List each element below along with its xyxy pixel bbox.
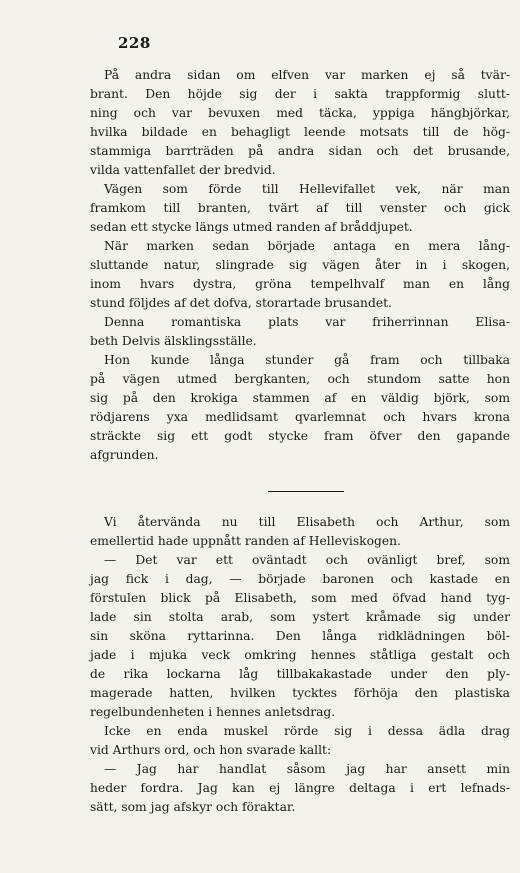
text-line: rödjarens yxa medlidsamt qvarlemnat och hvars krona <box>90 410 510 424</box>
text-line: emellertid hade uppnått randen af Helleviskogen. <box>90 534 401 548</box>
text-line: Denna romantiska plats var friherrinnan Elisa- <box>104 315 510 329</box>
text-line: förstulen blick på Elisabeth, som med öfvad hand tyg- <box>90 591 510 605</box>
text-line: ning och var bevuxen med täcka, yppiga hängbjörkar, <box>90 106 510 120</box>
text-line: de rika lockarna låg tillbakakastade under den ply- <box>90 667 510 681</box>
text-line: magerade hatten, hvilken tycktes förhöja den plastiska <box>90 686 510 700</box>
text-line: stammiga barrträden på andra sidan och det brusande, <box>90 144 510 158</box>
section-2-text <box>90 513 510 817</box>
text-line: beth Delvis älsklingsställe. <box>90 334 257 348</box>
text-line: jade i mjuka veck omkring hennes ståtliga gestalt och <box>90 648 510 662</box>
text-line: regelbundenheten i hennes anletsdrag. <box>90 705 336 719</box>
text-line: hvilka bildade en behagligt leende motsats till de hög- <box>90 125 510 139</box>
section-divider <box>268 491 344 492</box>
text-line: lade sin stolta arab, som ystert kråmade sig under <box>90 610 510 624</box>
page-number: 228 <box>118 34 151 52</box>
text-line: sträckte sig ett godt stycke fram öfver den gapande <box>90 429 510 443</box>
text-line: sig på den krokiga stammen af en väldig björk, som <box>90 391 510 405</box>
text-line: — Det var ett oväntadt och ovänligt bref, som <box>104 553 510 567</box>
text-line: När marken sedan började antaga en mera lång- <box>104 239 510 253</box>
text-line: heder fordra. Jag kan ej längre deltaga i ert lefnads- <box>90 781 510 795</box>
text-line: sedan ett stycke längs utmed randen af bråddjupet. <box>90 220 413 234</box>
text-line: Vägen som förde till Hellevifallet vek, när man <box>104 182 510 196</box>
text-line: Icke en enda muskel rörde sig i dessa ädla drag <box>104 724 510 738</box>
text-line: vilda vattenfallet der bredvid. <box>90 163 276 177</box>
text-line: vid Arthurs ord, och hon svarade kallt: <box>90 743 332 757</box>
text-line: stund följdes af det dofva, storartade brusandet. <box>90 296 392 310</box>
text-line: jag fick i dag, — började baronen och kastade en <box>90 572 510 586</box>
text-line: framkom till branten, tvärt af till venster och gick <box>90 201 510 215</box>
text-line: På andra sidan om elfven var marken ej så tvär- <box>104 68 510 82</box>
text-line: sluttande natur, slingrade sig vägen åter in i skogen, <box>90 258 510 272</box>
text-line: sätt, som jag afskyr och föraktar. <box>90 800 296 814</box>
section-1-text <box>90 66 510 465</box>
text-line: afgrunden. <box>90 448 159 462</box>
text-line: Vi återvända nu till Elisabeth och Arthur, som <box>104 515 510 529</box>
text-line: inom hvars dystra, gröna tempelhvalf man en lång <box>90 277 510 291</box>
text-line: brant. Den höjde sig der i sakta trappformig slutt- <box>90 87 510 101</box>
text-line: Hon kunde långa stunder gå fram och tillbaka <box>104 353 510 367</box>
text-line: på vägen utmed bergkanten, och stundom satte hon <box>90 372 510 386</box>
text-line: — Jag har handlat såsom jag har ansett min <box>104 762 510 776</box>
text-line: sin sköna ryttarinna. Den långa ridklädningen böl- <box>90 629 510 643</box>
